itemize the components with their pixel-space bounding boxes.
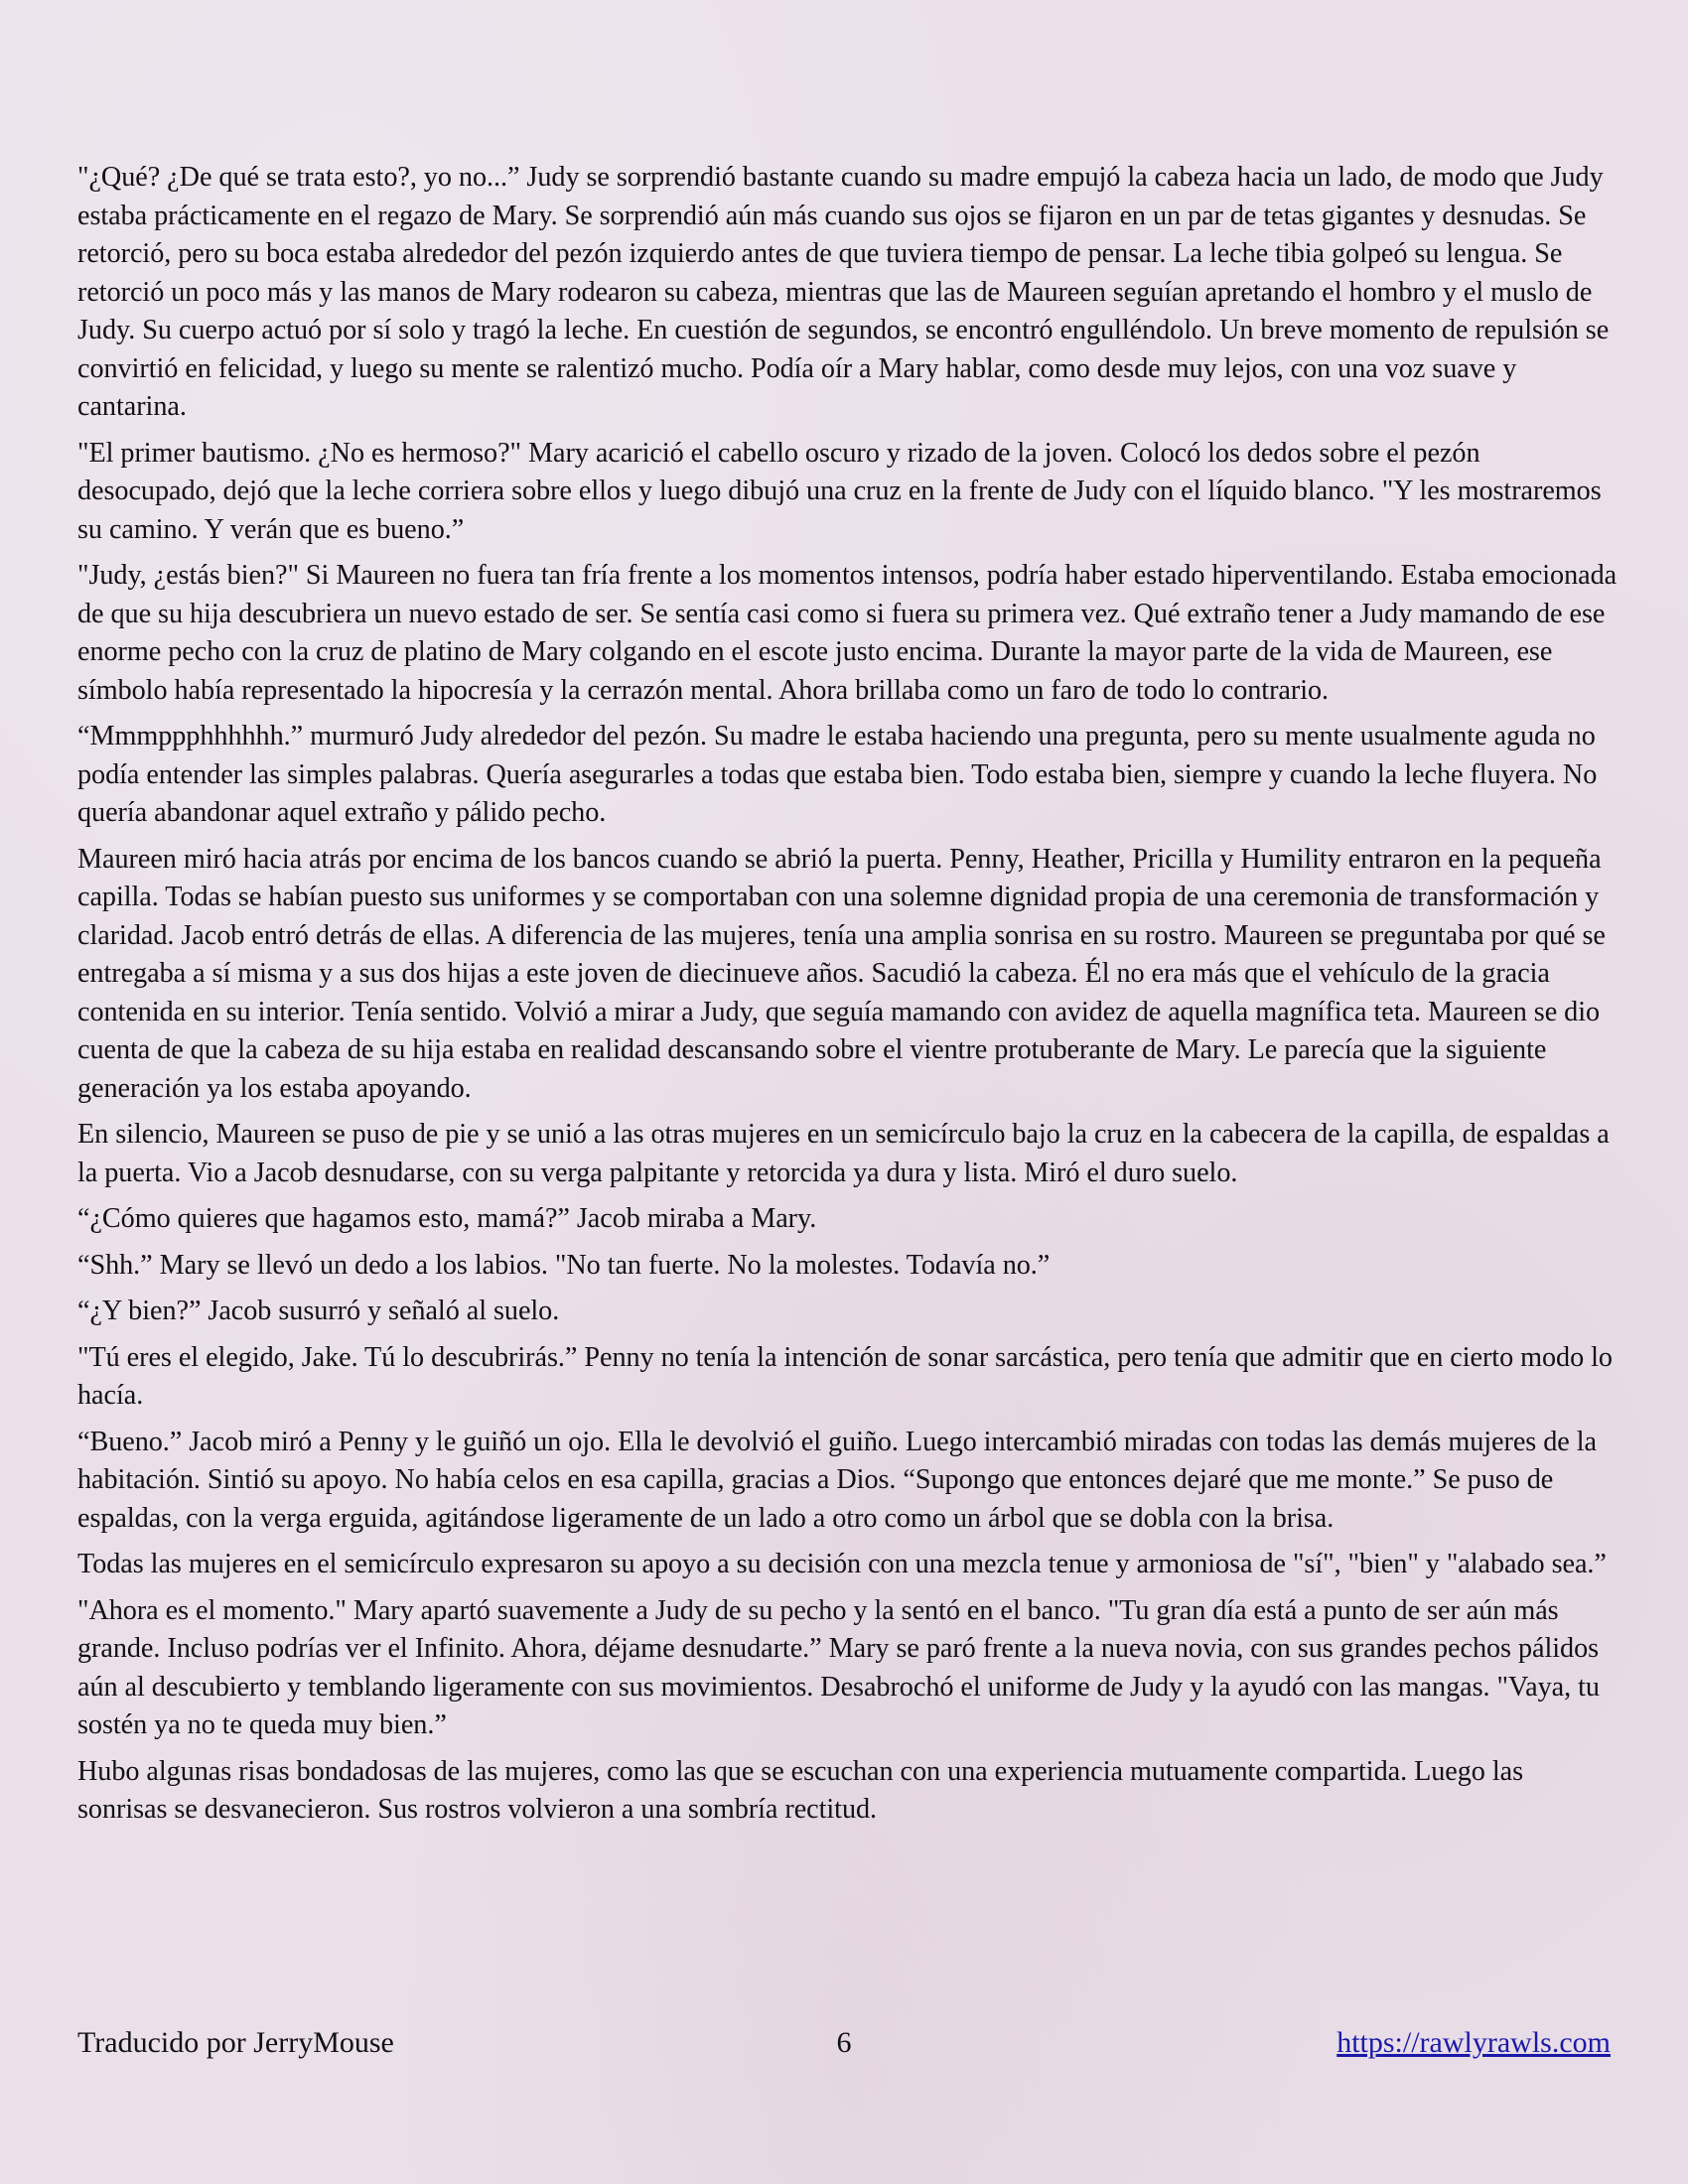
paragraph: “Shh.” Mary se llevó un dedo a los labios. "No tan fuerte. No la molestes. Todavía no.” — [77, 1249, 1051, 1281]
paragraph: "¿Qué? ¿De qué se trata esto?, yo no...” Judy se sorprendió bastante cuando su madre empujó la cabeza hacia un lado, de modo que Judy estaba prácticamente en el regazo de Mary. Se sorprendió aún más cuando sus ojos se fijaron en un par de tetas gigantes y desnudas. Se retorció, pero su boca estaba alrededor del pezón izquierdo antes de que tuviera tiempo de pensar. La leche tibia golpeó su lengua. Se retorció un poco más y las manos de Mary rodearon su cabeza, mientras que las de Maureen seguían apretando el hombro y el muslo de Judy. Su cuerpo actuó por sí solo y tragó la leche. En cuestión de segundos, se encontró engulléndolo. Un breve momento de repulsión se convirtió en felicidad, y luego su mente se ralentizó mucho. Podía oír a Mary hablar, como desde muy lejos, con una voz suave y cantarina. — [77, 162, 1610, 422]
page-footer — [77, 2023, 1611, 2063]
paragraph: "El primer bautismo. ¿No es hermoso?" Mary acarició el cabello oscuro y rizado de la joven. Colocó los dedos sobre el pezón desocupado, dejó que la leche corriera sobre ellos y luego dibujó una cruz en la frente de Judy con el líquido blanco. "Y les mostraremos su camino. Y verán que es bueno.” — [77, 437, 1602, 545]
paragraph: “Mmmppphhhhhh.” murmuró Judy alrededor del pezón. Su madre le estaba haciendo una pregunta, pero su mente usualmente aguda no podía entender las simples palabras. Quería asegurarles a todas que estaba bien. Todo estaba bien, siempre y cuando la leche fluyera. No quería abandonar aquel extraño y pálido pecho. — [77, 721, 1598, 828]
paragraph: “¿Cómo quieres que hagamos esto, mamá?” Jacob miraba a Mary. — [77, 1203, 817, 1234]
page-number: 6 — [836, 2026, 852, 2059]
website-link[interactable]: https://rawlyrawls.com — [1336, 2026, 1611, 2059]
paragraph: “Bueno.” Jacob miró a Penny y le guiñó un ojo. Ella le devolvió el guiño. Luego intercambió miradas con todas las demás mujeres de la habitación. Sintió su apoyo. No había celos en esa capilla, gracias a Dios. “Supongo que entonces dejaré que me monte.” Se puso de espaldas, con la verga erguida, agitándose ligeramente de un lado a otro como un árbol que se dobla con la brisa. — [77, 1426, 1597, 1534]
paragraph: “¿Y bien?” Jacob susurró y señaló al suelo. — [77, 1296, 560, 1326]
paragraph: Maureen miró hacia atrás por encima de los bancos cuando se abrió la puerta. Penny, Heather, Pricilla y Humility entraron en la pequeña capilla. Todas se habían puesto sus uniformes y se comportaban con una solemne dignidad propia de una ceremonia de transformación y claridad. Jacob entró detrás de ellas. A diferencia de las mujeres, tenía una amplia sonrisa en su rostro. Maureen se preguntaba por qué se entregaba a sí misma y a sus dos hijas a este joven de diecinueve años. Sacudió la cabeza. Él no era más que el vehículo de la gracia contenida en su interior. Tenía sentido. Volvió a mirar a Judy, que seguía mamando con avidez de aquella magnífica teta. Maureen se dio cuenta de que la cabeza de su hija estaba en realidad descansando sobre el vientre protuberante de Mary. Le parecía que la siguiente generación ya los estaba apoyando. — [77, 843, 1606, 1104]
paragraph: "Ahora es el momento." Mary apartó suavemente a Judy de su pecho y la sentó en el banco. "Tu gran día está a punto de ser aún más grande. Incluso podrías ver el Infinito. Ahora, déjame desnudarte.” Mary se paró frente a la nueva novia, con sus grandes pechos pálidos aún al descubierto y temblando ligeramente con sus movimientos. Desabrochó el uniforme de Judy y la ayudó con las mangas. "Vaya, tu sostén ya no te queda muy bien.” — [77, 1594, 1600, 1740]
document-body — [77, 159, 1618, 1838]
paragraph: "Tú eres el elegido, Jake. Tú lo descubrirás.” Penny no tenía la intención de sonar sarcástica, pero tenía que admitir que en cierto modo lo hacía. — [77, 1341, 1613, 1411]
paragraph: Todas las mujeres en el semicírculo expresaron su apoyo a su decisión con una mezcla tenue y armoniosa de "sí", "bien" y "alabado sea.” — [77, 1549, 1607, 1579]
paragraph: "Judy, ¿estás bien?" Si Maureen no fuera tan fría frente a los momentos intensos, podría haber estado hiperventilando. Estaba emocionada de que su hija descubriera un nuevo estado de ser. Se sentía casi como si fuera su primera vez. Qué extraño tener a Judy mamando de ese enorme pecho con la cruz de platino de Mary colgando en el escote justo encima. Durante la mayor parte de la vida de Maureen, ese símbolo había representado la hipocresía y la cerrazón mental. Ahora brillaba como un faro de todo lo contrario. — [77, 560, 1618, 706]
paragraph: Hubo algunas risas bondadosas de las mujeres, como las que se escuchan con una experiencia mutuamente compartida. Luego las sonrisas se desvanecieron. Sus rostros volvieron a una sombría rectitud. — [77, 1755, 1523, 1825]
paragraph: En silencio, Maureen se puso de pie y se unió a las otras mujeres en un semicírculo bajo la cruz en la cabecera de la capilla, de espaldas a la puerta. Vio a Jacob desnudarse, con su verga palpitante y retorcida ya dura y lista. Miró el duro suelo. — [77, 1119, 1610, 1188]
translator-credit: Traducido por JerryMouse — [77, 2026, 394, 2059]
